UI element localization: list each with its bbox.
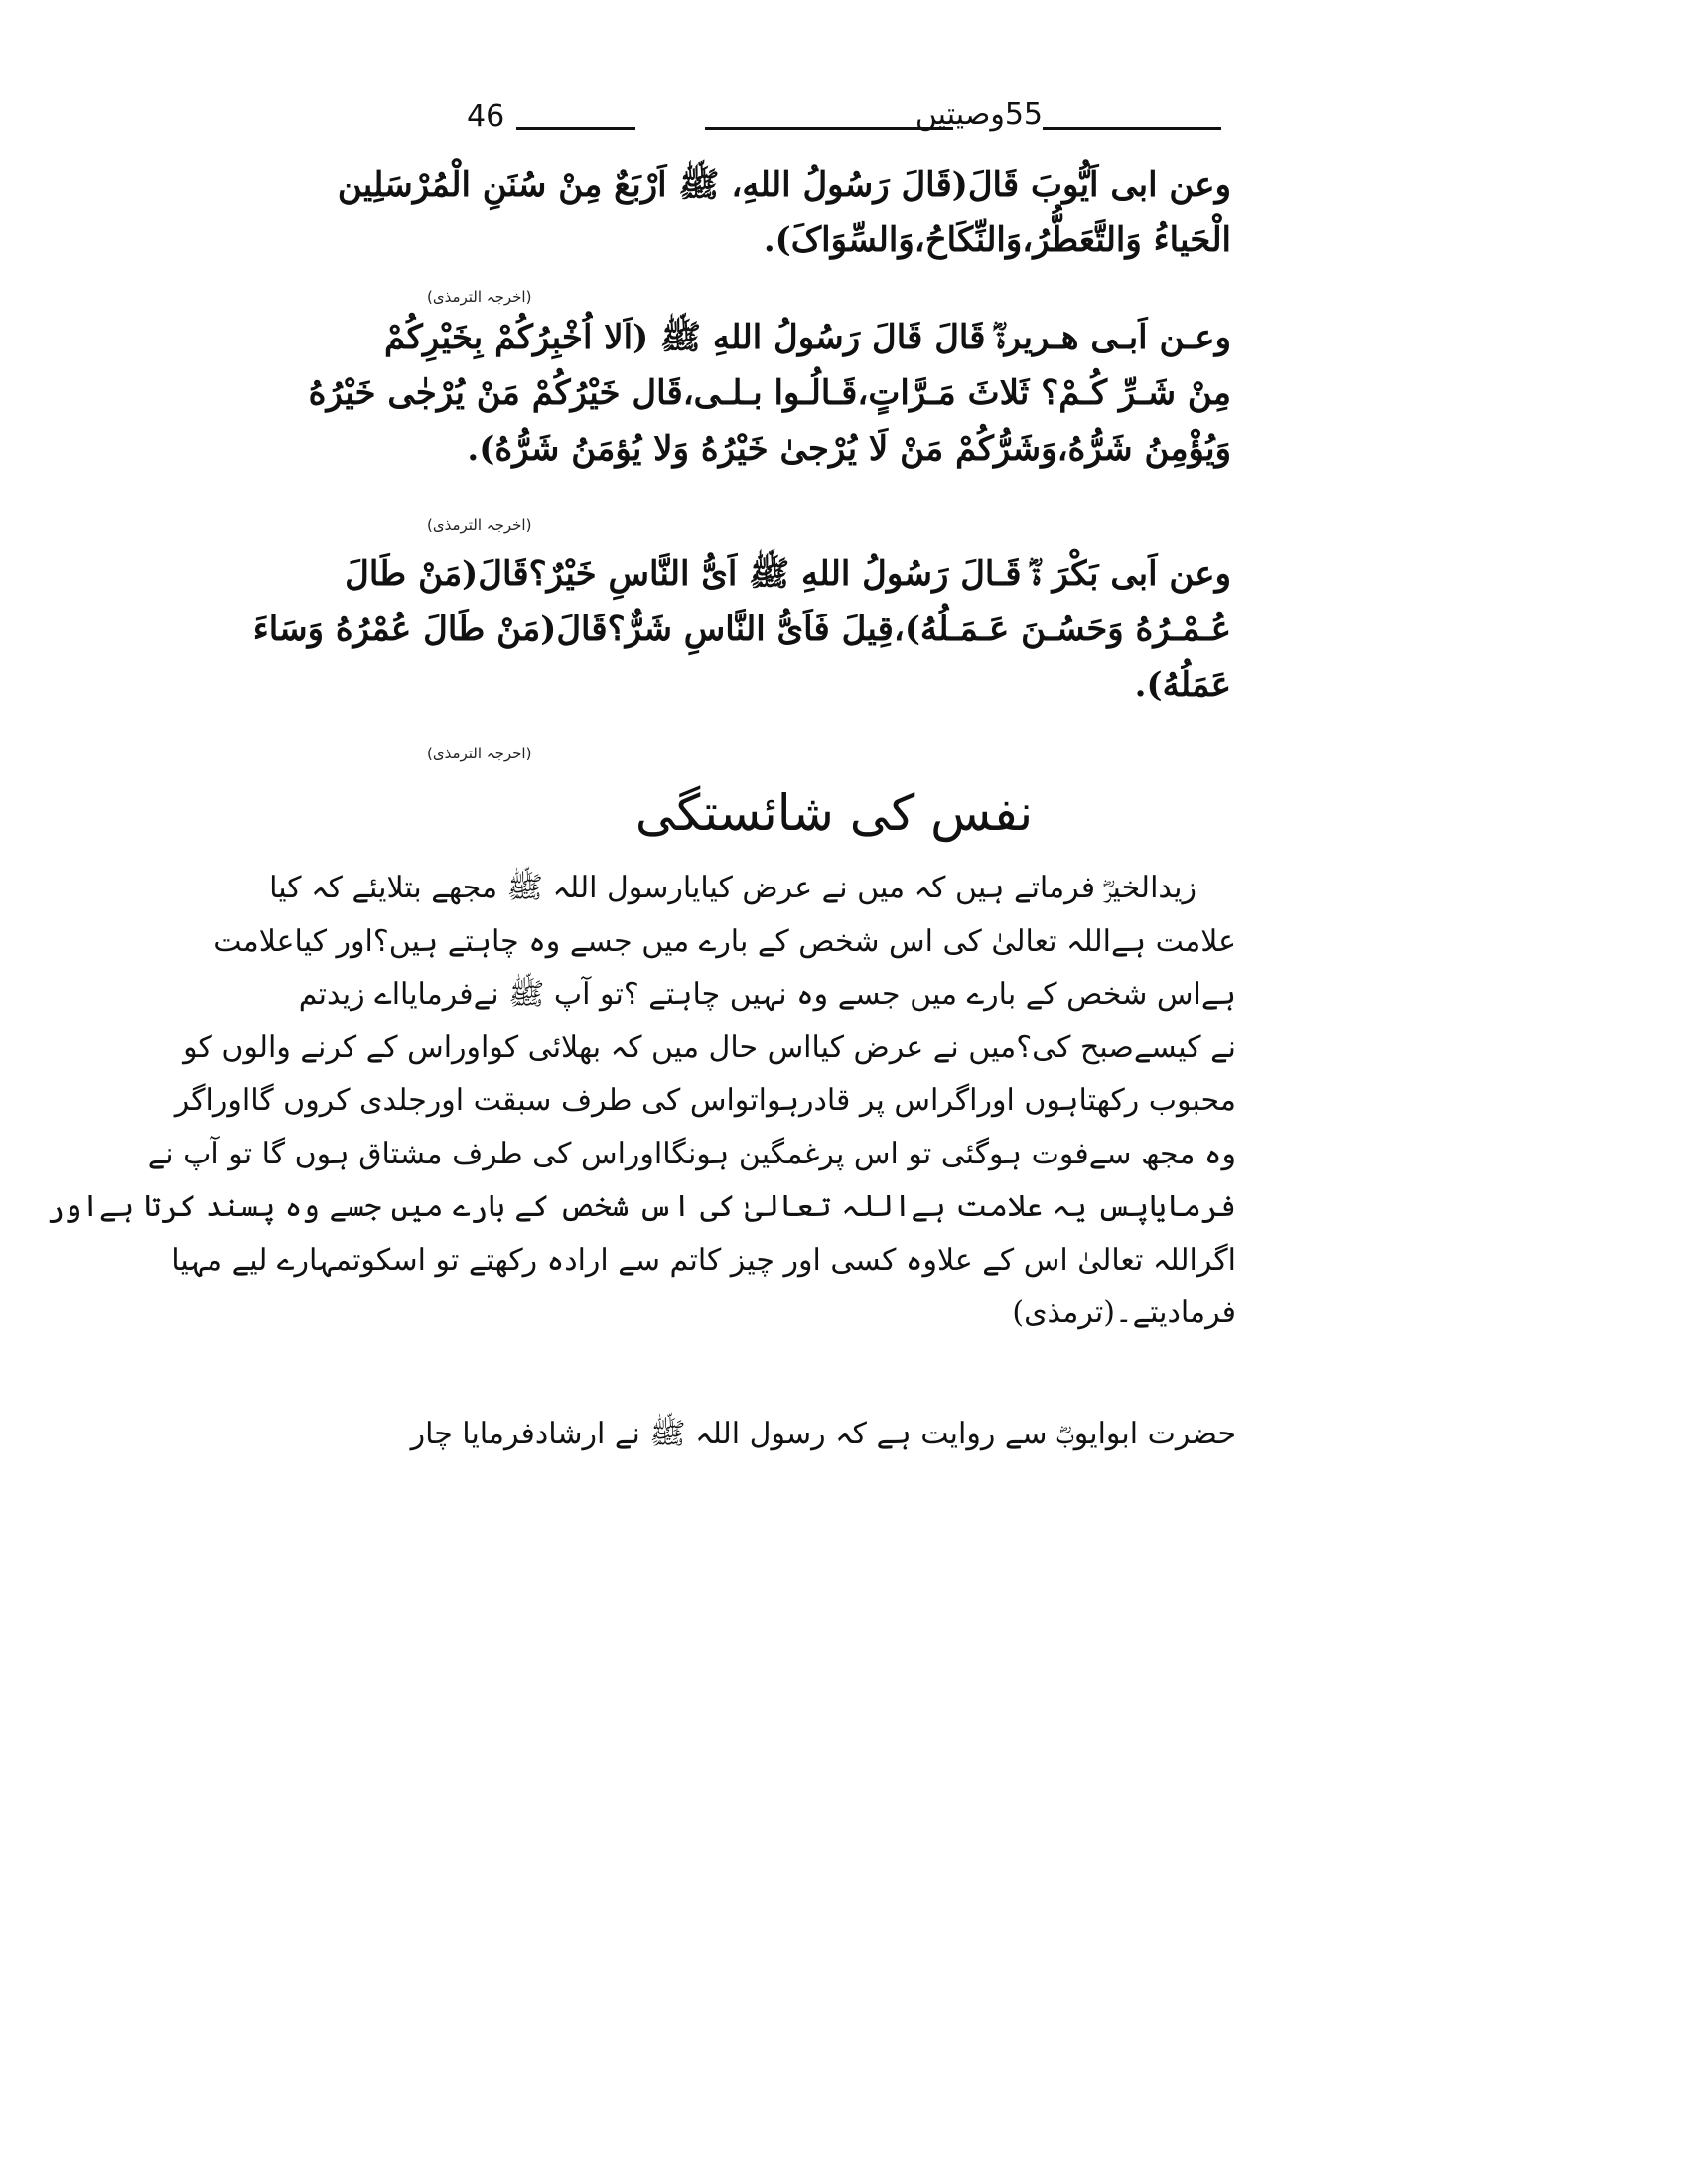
hadith-1 [337, 157, 1231, 268]
urdu-paragraph-2 [410, 1408, 1236, 1461]
hadith-1-source: (اخرجہ الترمذی) [427, 288, 532, 306]
hadith-1-line: الْحَیاءُ وَالتَّعَطُّرُ،وَالنِّکَاحُ،وَالسِّوَاکَ). [763, 220, 1231, 260]
hadith-3-line: وعن اَبی بَکْرَ ۃؓ قَـالَ رَسُولُ اللهِ ﷺ اَیُّ النَّاسِ خَیْرٌ؟قَالَ(مَنْ طَالَ [345, 554, 1231, 594]
hadith-3-line: عُـمْـرُهُ وَحَسُـنَ عَـمَـلُهُ)،قِیلَ فَاَیُّ النَّاسِ شَرٌّ؟قَالَ(مَنْ طَالَ عُمْرُهُ وَسَاءَ [252, 610, 1231, 649]
header-rule-left [516, 127, 635, 130]
urdu-line: ہےاس شخص کے بارے میں جسے وہ نہیں چاہتے ؟تو آپ ﷺ نےفرمایااے زیدتم [298, 977, 1236, 1012]
book-title: 55وصیتیں [914, 97, 1043, 132]
hadith-3-line: عَمَلُهُ). [1134, 665, 1231, 705]
header-rule-right [1043, 127, 1221, 130]
urdu-line: حضرت ابوایوبؓ سے روایت ہے کہ رسول اللہ ﷺ نے ارشادفرمایا چار [410, 1417, 1236, 1451]
hadith-2-line: وعـن اَبـی هـریرةؓ قَالَ قَالَ رَسُولُ اللهِ ﷺ (اَلا اُخْبِرُکُمْ بِخَیْرِکُمْ [384, 318, 1231, 357]
urdu-line: فرمایاپس یہ علامت ہےاللہ تعالیٰ کی اس شخص کے بارے میں جسے وہ پسند کرتا ہےاور [47, 1189, 1236, 1224]
header-rule-middle [705, 127, 953, 130]
hadith-2-source: (اخرجہ الترمذی) [427, 516, 532, 534]
page-header [427, 99, 1221, 139]
urdu-line: نے کیسےصبح کی؟میں نے عرض کیااس حال میں کہ بھلائی کواوراس کے کرنے والوں کو [183, 1029, 1236, 1065]
urdu-line: محبوب رکھتاہوں اوراگراس پر قادرہواتواس کی طرف سبقت اورجلدی کروں گااوراگر [174, 1083, 1236, 1118]
hadith-2-line: وَیُؤْمِنُ شَرُّهُ،وَشَرُّکُمْ مَنْ لَا یُرْجیٰ خَیْرُهُ وَلا یُؤمَنُ شَرُّهُ). [467, 429, 1231, 469]
section-heading: نفس کی شائستگی [634, 784, 1034, 842]
urdu-line: زیدالخیرؓ فرماتے ہیں کہ میں نے عرض کیایارسول اللہ ﷺ مجھے بتلایئے کہ کیا [269, 871, 1196, 905]
hadith-1-line: وعن ابی اَیُّوبَ قَالَ(قَالَ رَسُولُ اللهِ، ﷺ اَرْبَعٌ مِنْ سُنَنِ الْمُرْسَلِین [337, 165, 1231, 205]
hadith-3-source: (اخرجہ الترمذی) [427, 745, 532, 762]
urdu-line: علامت ہےاللہ تعالیٰ کی اس شخص کے بارے میں جسے وہ چاہتے ہیں؟اور کیاعلامت [213, 923, 1236, 959]
page-number: 46 [467, 99, 505, 134]
hadith-2-line: مِنْ شَـرِّ کُـمْ؟ ثَلاثَ مَـرَّاتٍ،قَـالُـوا بـلـی،قَال خَیْرُکُمْ مَنْ یُرْجٰی خَیْرُهُ [308, 373, 1231, 413]
urdu-line: اگراللہ تعالیٰ اس کے علاوہ کسی اور چیز کاتم سے ارادہ رکھتے تو اسکوتمہارے لیے مہیا [171, 1242, 1236, 1278]
hadith-3 [252, 546, 1231, 713]
urdu-line: وہ مجھ سےفوت ہوگئی تو اس پرغمگین ہونگااوراس کی طرف مشتاق ہوں گا تو آپ نے [147, 1136, 1236, 1171]
urdu-line: فرمادیتے۔(ترمذی) [1012, 1296, 1236, 1330]
hadith-2 [308, 310, 1231, 477]
urdu-paragraph [47, 862, 1236, 1340]
